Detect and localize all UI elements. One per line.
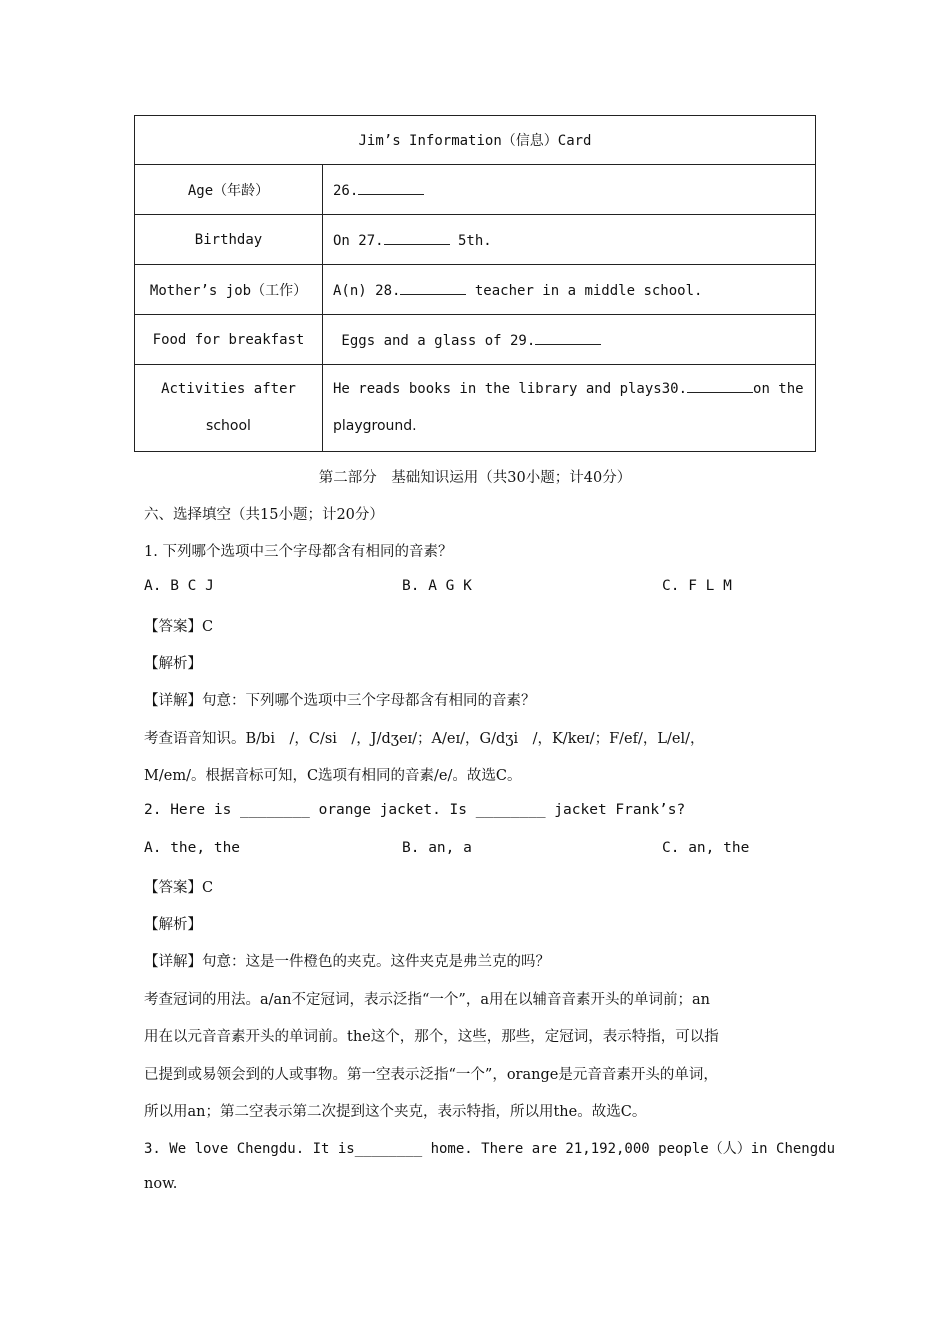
option-b[interactable]: B. A G K [402, 578, 472, 594]
row-label-age: Age（年龄） [135, 165, 323, 215]
row-label-activities: Activities after school [135, 365, 323, 452]
option-a[interactable]: A. the, the [144, 840, 241, 856]
blank-26[interactable] [358, 180, 424, 195]
row-label-mother-job: Mother’s job（工作） [135, 265, 323, 315]
question-2-explain-line: 考查冠词的用法。a/an不定冠词，表示泛指“一个”，a用在以辅音音素开头的单词前；an [144, 992, 710, 1008]
row-value-mother-job: A(n) 28. teacher in a middle school. [323, 265, 816, 315]
blank-29[interactable] [535, 330, 601, 345]
row-value-breakfast: Eggs and a glass of 29. [323, 315, 816, 365]
question-1-options [144, 578, 844, 598]
row-value-activities: He reads books in the library and plays30. on the playground. [323, 365, 816, 452]
question-2-detail: 【详解】句意：这是一件橙色的夹克。这件夹克是弗兰克的吗？ [144, 954, 550, 970]
question-2-stem: 2. Here is ________ orange jacket. Is ________ jacket Frank’s? [144, 802, 686, 818]
question-2-explain-line: 所以用an；第二空表示第二次提到这个夹克，表示特指，所以用the。故选C。 [144, 1104, 647, 1120]
question-1-analysis: 【解析】 [144, 656, 202, 672]
option-a[interactable]: A. B C J [144, 578, 214, 594]
information-card-table [134, 115, 816, 452]
question-2-explain-line: 已提到或易领会到的人或事物。第一空表示泛指“一个”，orange是元音音素开头的单词， [144, 1067, 718, 1083]
question-1-detail: 【详解】句意：下列哪个选项中三个字母都含有相同的音素？ [144, 693, 536, 709]
option-c[interactable]: C. an, the [662, 840, 750, 856]
question-3-stem-continued: now. [144, 1176, 178, 1192]
option-c[interactable]: C. F L M [662, 578, 732, 594]
question-1-explain-line: M/em/。根据音标可知，C选项有相同的音素/e/。故选C。 [144, 768, 522, 784]
row-value-birthday: On 27. 5th. [323, 215, 816, 265]
row-label-breakfast: Food for breakfast [135, 315, 323, 365]
row-value-age: 26. [323, 165, 816, 215]
card-title: Jim’s Information（信息）Card [135, 116, 816, 165]
blank-30[interactable] [687, 378, 753, 393]
question-2-explain-line: 用在以元音音素开头的单词前。the这个，那个，这些，那些，定冠词，表示特指，可以指 [144, 1029, 719, 1045]
question-2-analysis: 【解析】 [144, 917, 202, 933]
blank-27[interactable] [384, 230, 450, 245]
row-label-birthday: Birthday [135, 215, 323, 265]
section-title: 第二部分 基础知识运用（共30小题；计40分） [318, 470, 632, 486]
question-1-explain-line: 考查语音知识。B/bi /，C/si /，J/dʒeɪ/；A/eɪ/，G/dʒi /，K/keɪ/；F/ef/，L/el/， [144, 731, 705, 747]
question-1-stem: 1. 下列哪个选项中三个字母都含有相同的音素？ [144, 544, 453, 560]
option-b[interactable]: B. an, a [402, 840, 472, 856]
subsection-title: 六、选择填空（共15小题；计20分） [144, 507, 384, 523]
question-2-options [144, 840, 844, 860]
blank-28[interactable] [400, 280, 466, 295]
question-3-stem: 3. We love Chengdu. It is________ home. There are 21,192,000 people（人）in Chengdu [144, 1141, 836, 1157]
question-2-answer: 【答案】C [144, 880, 214, 896]
question-1-answer: 【答案】C [144, 619, 214, 635]
